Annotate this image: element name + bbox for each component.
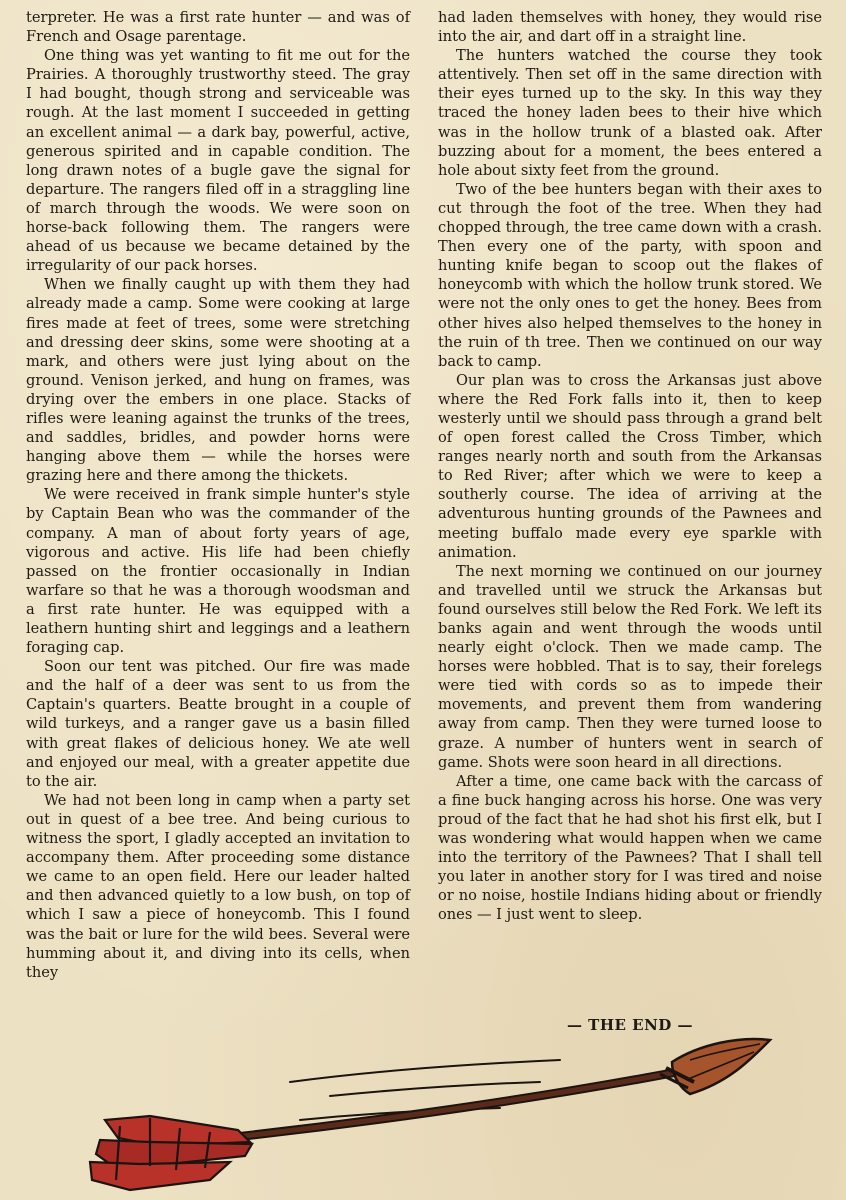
story-paragraph: Soon our tent was pitched. Our fire was made and the half of a deer was sent to us from the Captain's quarters. Beatte brought in a couple of wild turkeys, and a ranger gave us a basin filled with great flakes of delicious honey. We ate well and enjoyed our meal, with a greater appetite due to the air. [26, 658, 410, 790]
story-paragraph: After a time, one came back with the carcass of a fine buck hanging across his horse. One was very proud of the fact that he had shot his first elk, but I was wondering what would happen when we came into the territory of the Pawnees? That I shall tell you later in another story for I was tired and noise or no noise, hostile Indians hiding about or friendly ones — I just went to sleep. [438, 772, 822, 924]
story-paragraph: We were received in frank simple hunter's style by Captain Bean who was the commander of the company. A man of about forty years of age, vigorous and active. His life had been chiefly passed on the frontier occasionally in Indian warfare so that he was a thorough woodsman and a first rate hunter. He was equipped with a leathern hunting shirt and leggings and a leathern foraging cap. [26, 486, 410, 657]
story-paragraph: Two of the bee hunters began with their axes to cut through the foot of the tree. When they had chopped through, the tree came down with a crash. Then every one of the party, with spoon and hunting knife began to scoop out the flakes of honeycomb with which the hollow trunk stored. We were not the only ones to get the honey. Bees from other hives also helped themselves to the honey in the ruin of th tree. Then we continued on our way back to camp. [438, 180, 822, 370]
story-paragraph: The hunters watched the course they took attentively. Then set off in the same direction with their eyes turned up to the sky. In this way they traced the honey laden bees to their hive which was in the hollow trunk of a blasted oak. After buzzing about for a moment, the bees entered a hole about sixty feet from the ground. [438, 47, 822, 179]
story-paragraph: When we finally caught up with them they had already made a camp. Some were cooking at large fires made at feet of trees, some were stretching and dressing deer skins, some were shooting at a mark, and others were just lying about on the ground. Venison jerked, and hung on frames, was drying over the embers in one place. Stacks of rifles were leaning against the trunks of the trees, and saddles, bridles, and powder horns were hanging above them — while the horses were grazing here and there among the thickets. [26, 276, 410, 485]
arrow-illustration [0, 1030, 846, 1200]
story-paragraph: Our plan was to cross the Arkansas just above where the Red Fork falls into it, then to keep westerly until we should pass through a grand belt of open forest called the Cross Timber, which ranges nearly north and south from the Arkansas to Red River; after which we were to keep a southerly course. The idea of arriving at the adventurous hunting grounds of the Pawnees and meeting buffalo made every eye sparkle with animation. [438, 371, 822, 561]
arrowhead [660, 1039, 770, 1094]
arrow-fletching [90, 1116, 252, 1190]
story-column-right [438, 8, 822, 925]
story-paragraph: One thing was yet wanting to fit me out for the Prairies. A thoroughly trustworthy steed. The gray I had bought, though strong and serviceable was rough. At the last moment I succeeded in getting an excellent animal — a dark bay, powerful, active, generous spirited and in capable condition. The long drawn notes of a bugle gave the signal for departure. The rangers filed off in a straggling line of march through the woods. We were soon on horse-back following them. The rangers were ahead of us because we became detained by the irregularity of our pack horses. [26, 47, 410, 275]
story-column-left [26, 8, 410, 982]
story-paragraph: had laden themselves with honey, they would rise into the air, and dart off in a straight line. [438, 9, 822, 46]
story-paragraph: We had not been long in camp when a party set out in quest of a bee tree. And being curious to witness the sport, I gladly accepted an invitation to accompany them. After proceeding some distance we came to an open field. Here our leader halted and then advanced quietly to a low bush, on top of which I saw a piece of honeycomb. This I found was the bait or lure for the wild bees. Several were humming about it, and diving into its cells, when they [26, 791, 410, 981]
the-end-label: — THE END — [566, 1016, 694, 1034]
story-paragraph: The next morning we continued on our journey and travelled until we struck the Arkansas but found ourselves still below the Red Fork. We left its banks again and went through the woods until nearly eight o'clock. Then we made camp. The horses were hobbled. That is to say, their forelegs were tied with cords so as to impede their movements, and prevent them from wandering away from camp. Then they were turned loose to graze. A number of hunters went in search of game. Shots were soon heard in all directions. [438, 562, 822, 771]
story-paragraph: terpreter. He was a first rate hunter — and was of French and Osage parentage. [26, 9, 410, 46]
arrow-icon [0, 1030, 846, 1200]
